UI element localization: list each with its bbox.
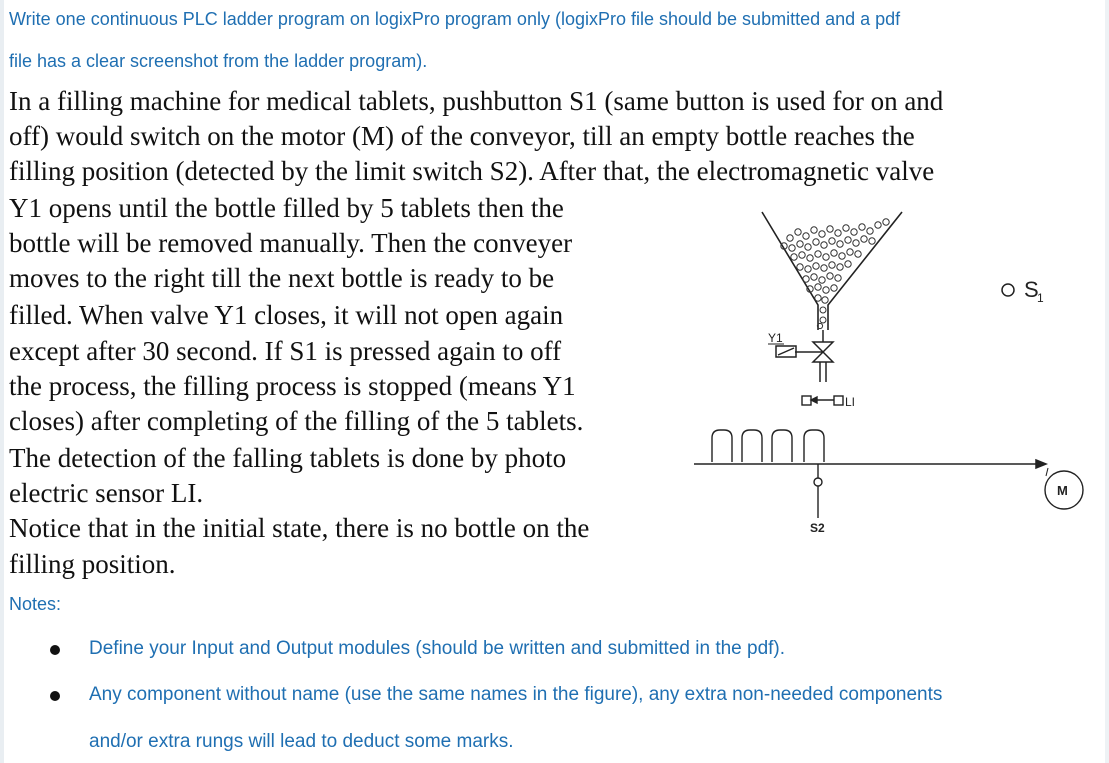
problem-line-8: except after 30 second. If S1 is pressed again to off	[9, 336, 562, 366]
bullet-marker	[50, 645, 60, 655]
problem-line-14: filling position.	[9, 549, 176, 579]
button-subscript: 1	[1037, 291, 1044, 305]
problem-line-13: Notice that in the initial state, there is no bottle on the	[9, 513, 590, 543]
problem-line-6: moves to the right till the next bottle is ready to be	[9, 263, 555, 293]
valve-label: Y1	[768, 331, 783, 345]
instruction-line-2: file has a clear screenshot from the ladder program).	[9, 51, 428, 71]
hopper-funnel	[762, 212, 902, 330]
note-bullet-2-cont: and/or extra rungs will lead to deduct some marks.	[89, 731, 514, 752]
button-label: S	[1024, 277, 1039, 302]
switch-label: S2	[810, 521, 825, 535]
problem-line-1: In a filling machine for medical tablets, pushbutton S1 (same button is used for on and	[9, 86, 944, 116]
problem-line-11: The detection of the falling tablets is done by photo	[9, 443, 567, 473]
filling-machine-diagram	[690, 200, 1090, 545]
bullet-marker	[50, 691, 60, 701]
pushbutton-s1	[1002, 277, 1044, 305]
problem-line-4: Y1 opens until the bottle filled by 5 tablets then the	[9, 193, 564, 223]
limit-switch-s2	[814, 464, 822, 518]
conveyor	[694, 460, 1046, 468]
bottles	[712, 430, 824, 462]
instruction-line-1: Write one continuous PLC ladder program on logixPro program only (logixPro file should be submitted and a pdf	[9, 9, 901, 29]
problem-line-12: electric sensor LI.	[9, 478, 204, 508]
problem-line-5: bottle will be removed manually. Then the conveyer	[9, 228, 573, 258]
notes-heading: Notes:	[9, 594, 62, 614]
note-bullet-1: Define your Input and Output modules (should be written and submitted in the pdf).	[89, 638, 786, 659]
right-border	[1105, 0, 1109, 763]
problem-line-10: closes) after completing of the filling of the 5 tablets.	[9, 406, 584, 436]
problem-line-3: filling position (detected by the limit switch S2). After that, the electromagnetic valve	[9, 156, 935, 186]
problem-line-2: off) would switch on the motor (M) of the conveyor, till an empty bottle reaches the	[9, 121, 915, 151]
sensor-label: LI	[845, 395, 856, 409]
problem-line-9: the process, the filling process is stopped (means Y1	[9, 371, 576, 401]
valve-y1	[776, 330, 833, 382]
left-border	[0, 0, 4, 763]
photo-sensor-li	[802, 396, 843, 405]
note-bullet-2: Any component without name (use the same names in the figure), any extra non-needed components	[89, 684, 943, 705]
motor-label: M	[1057, 483, 1068, 498]
tablets-in-hopper	[781, 219, 889, 329]
problem-line-7: filled. When valve Y1 closes, it will not open again	[9, 300, 564, 330]
